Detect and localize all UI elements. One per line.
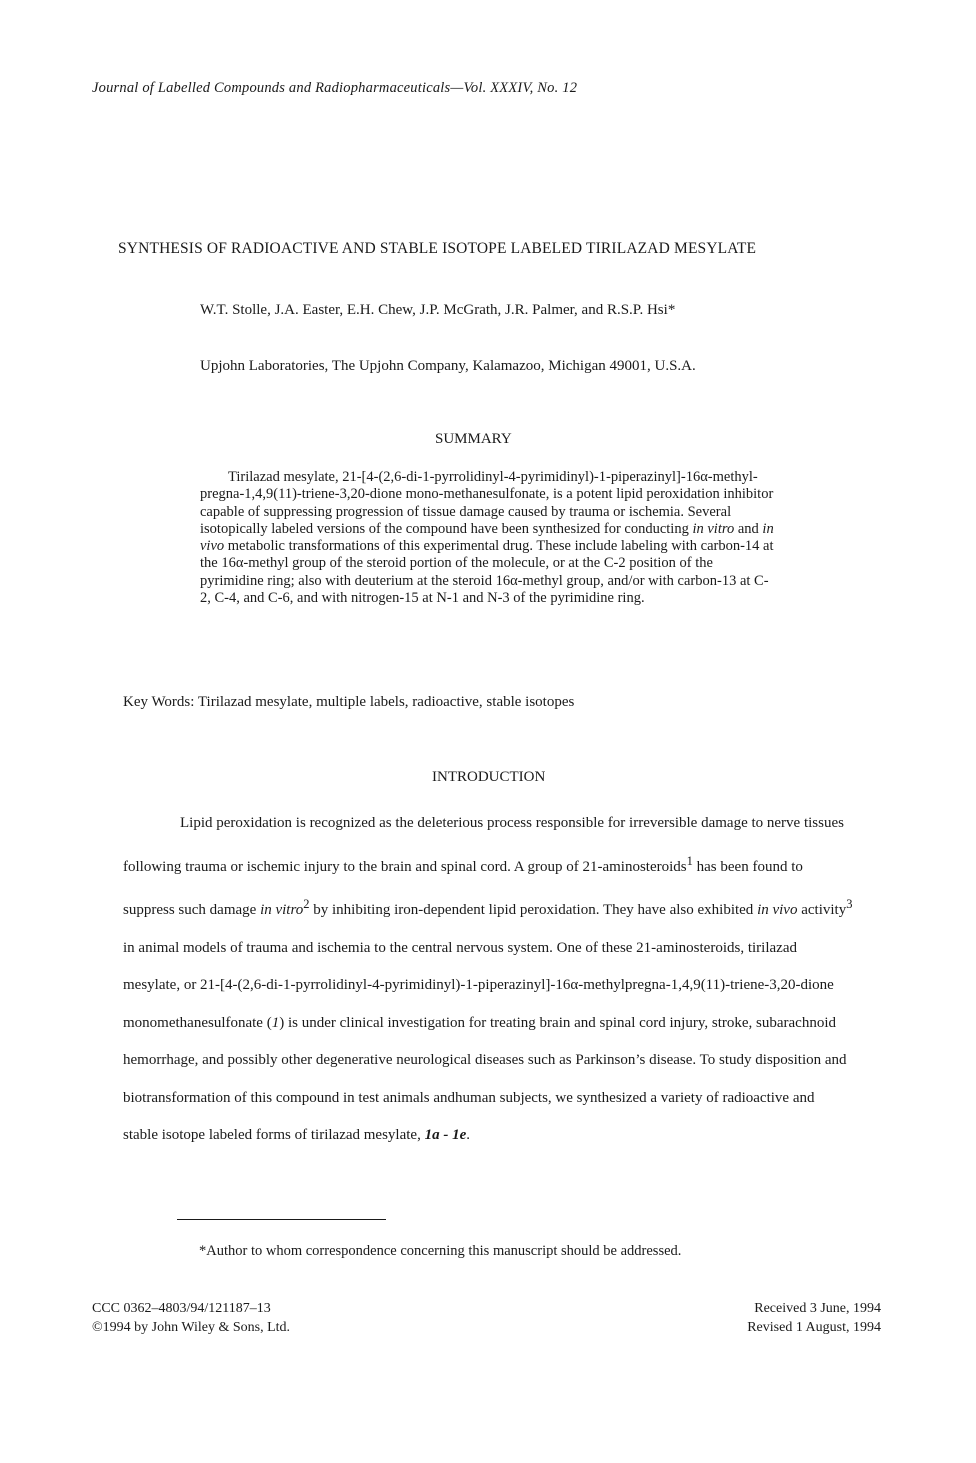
article-title: SYNTHESIS OF RADIOACTIVE AND STABLE ISOTOPE LABELED TIRILAZAD MESYLATE: [118, 240, 757, 257]
key-words: Key Words: Tirilazad mesylate, multiple labels, radioactive, stable isotopes: [123, 694, 575, 710]
copyright-notice: ©1994 by John Wiley & Sons, Ltd.: [92, 1320, 291, 1335]
citation-1: 1: [686, 853, 693, 868]
revised-date: Revised 1 August, 1994: [747, 1320, 881, 1335]
introduction-paragraph: Lipid peroxidation is recognized as the deleterious process responsible for irreversible damage to nerve tissues following trauma or ischemic injury to the brain and spinal cord. A group of 21-aminosteroids$^1$ has been found to suppress such damage in vitro$^2$ by inhibiting iron-dependent lipid peroxidation. They have also exhibited in vivo activity$^3$ in animal models of trauma and ischemia to the central nervous system. One of these 21-aminosteroids, tirilazad mesylate, or 21-[4-(2,6-di-1-pyrrolidinyl-4-pyrimidinyl)-1-piperazinyl]-16α-methylpregna-1,4,9(11)-triene-3,20-dione monomethanesulfonate (1) is under clinical investigation for treating brain and spinal cord injury, stroke, subarachnoid hemorrhage, and possibly other degenerative neurological diseases such as Parkinson’s disease. To study disposition and biotransformation of this compound in test animals andhuman subjects, we synthesized a variety of radioactive and stable isotope labeled forms of tirilazad mesylate, 1a - 1e.: [123, 815, 853, 1143]
ccc-code: CCC 0362–4803/94/121187–13: [92, 1301, 271, 1316]
summary-heading: SUMMARY: [435, 431, 512, 447]
author-list: W.T. Stolle, J.A. Easter, E.H. Chew, J.P. McGrath, J.R. Palmer, and R.S.P. Hsi*: [200, 302, 676, 318]
copyright-block: [92, 1299, 290, 1337]
affiliation: Upjohn Laboratories, The Upjohn Company, Kalamazoo, Michigan 49001, U.S.A.: [200, 358, 696, 374]
journal-header: Journal of Labelled Compounds and Radiopharmaceuticals—Vol. XXXIV, No. 12: [92, 80, 578, 96]
footnote-divider: [177, 1219, 386, 1220]
citation-2: 2: [303, 897, 310, 911]
introduction-heading: INTRODUCTION: [432, 769, 546, 785]
received-date: Received 3 June, 1994: [754, 1301, 881, 1316]
dates-block: [747, 1299, 881, 1337]
footnote: *Author to whom correspondence concerning this manuscript should be addressed.: [199, 1243, 682, 1259]
summary-abstract: [200, 469, 778, 607]
introduction-body: [123, 805, 853, 1155]
summary-paragraph: Tirilazad mesylate, 21-[4-(2,6-di-1-pyrrolidinyl-4-pyrimidinyl)-1-piperazinyl]-16α-methyl-pregna-1,4,9(11)-triene-3,20-dione mono-methanesulfonate, is a potent lipid peroxidation inhibitor capable of suppressing progression of tissue damage caused by trauma or ischemia. Several isotopically labeled versions of the compound have been synthesized for conducting in vitro and in vivo metabolic transformations of this experimental drug. These include labeling with carbon-14 at the 16α-methyl group of the steroid portion of the molecule, or at the C-2 position of the pyrimidine ring; also with deuterium at the steroid 16α-methyl group, and/or with carbon-13 at C-2, C-4, and C-6, and with nitrogen-15 at N-1 and N-3 of the pyrimidine ring.: [200, 469, 774, 607]
citation-3: 3: [846, 897, 853, 911]
